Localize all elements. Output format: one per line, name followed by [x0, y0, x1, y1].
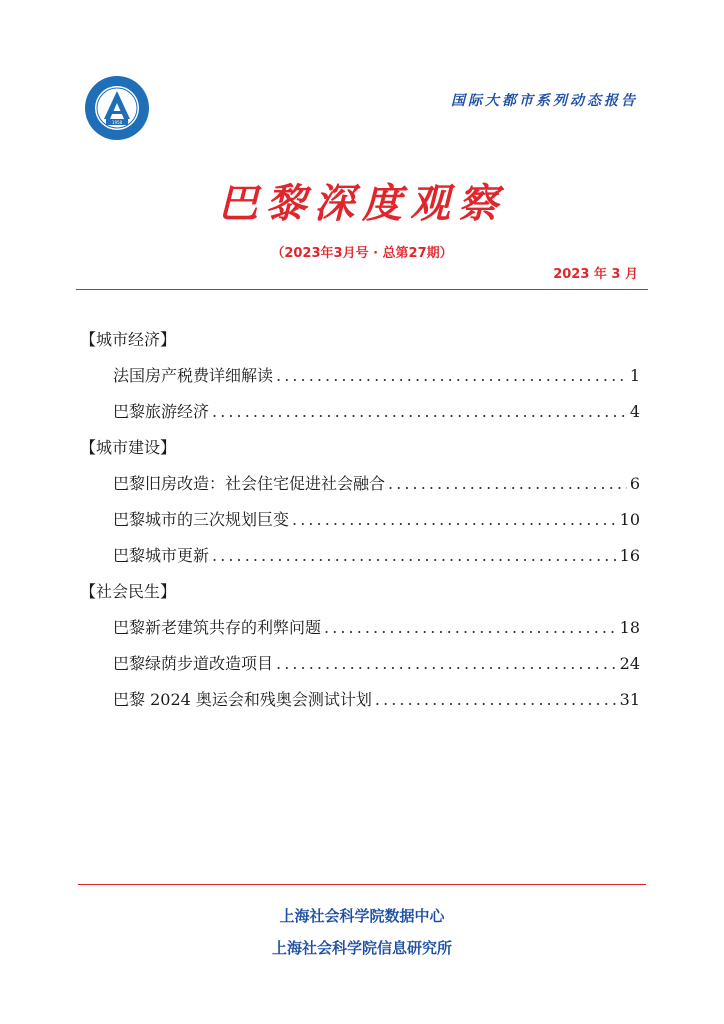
toc-entry[interactable]	[80, 502, 640, 538]
dot-leader	[324, 610, 617, 646]
academy-logo-icon	[84, 75, 150, 141]
toc-entry[interactable]	[80, 682, 640, 718]
toc-section	[80, 430, 640, 574]
toc-entry-title: 法国房产税费详细解读	[113, 366, 274, 385]
toc-entry-title: 巴黎新老建筑共存的利弊问题	[113, 618, 322, 637]
table-of-contents	[80, 322, 640, 718]
dot-leader	[276, 646, 617, 682]
publication-date: 2023 年 3 月	[553, 267, 638, 282]
footer-publisher-data-center: 上海社会科学院数据中心	[279, 907, 445, 925]
toc-entry[interactable]	[80, 394, 640, 430]
logo-year: 1958	[111, 120, 123, 125]
toc-entry-page: 1	[629, 366, 640, 385]
main-title: 巴黎深度观察	[218, 180, 506, 227]
toc-section	[80, 574, 640, 718]
section-title-urban-economy: 【城市经济】	[80, 330, 177, 349]
dot-leader	[212, 394, 627, 430]
toc-entry[interactable]	[80, 538, 640, 574]
dot-leader	[276, 358, 627, 394]
footer-publisher-info-institute: 上海社会科学院信息研究所	[271, 939, 452, 957]
toc-entry[interactable]	[80, 466, 640, 502]
toc-entry-page: 16	[619, 546, 640, 565]
toc-entry-page: 10	[619, 510, 640, 529]
toc-entry-page: 24	[619, 654, 640, 673]
toc-entry[interactable]	[80, 358, 640, 394]
issue-number: （2023年3月号 · 总第27期）	[271, 246, 453, 261]
toc-entry-title: 巴黎绿荫步道改造项目	[113, 654, 274, 673]
toc-entry-title: 巴黎 2024 奥运会和残奥会测试计划	[113, 690, 372, 709]
toc-entry-title: 巴黎旧房改造：社会住宅促进社会融合	[113, 474, 386, 493]
toc-entry-title: 巴黎城市的三次规划巨变	[113, 510, 290, 529]
toc-section	[80, 322, 640, 430]
dot-leader	[212, 538, 617, 574]
dot-leader	[375, 682, 617, 718]
toc-entry[interactable]	[80, 646, 640, 682]
toc-entry-title: 巴黎旅游经济	[113, 402, 210, 421]
dot-leader	[388, 466, 627, 502]
toc-entry-title: 巴黎城市更新	[113, 546, 210, 565]
toc-entry-page: 18	[619, 618, 640, 637]
series-title: 国际大都市系列动态报告	[451, 93, 638, 109]
toc-entry-page: 31	[619, 690, 640, 709]
section-title-social-livelihood: 【社会民生】	[80, 582, 177, 601]
bottom-divider	[78, 884, 646, 885]
toc-entry[interactable]	[80, 610, 640, 646]
toc-entry-page: 4	[629, 402, 640, 421]
toc-entry-page: 6	[629, 474, 640, 493]
section-title-urban-construction: 【城市建设】	[80, 438, 177, 457]
top-divider	[76, 289, 648, 290]
dot-leader	[292, 502, 617, 538]
